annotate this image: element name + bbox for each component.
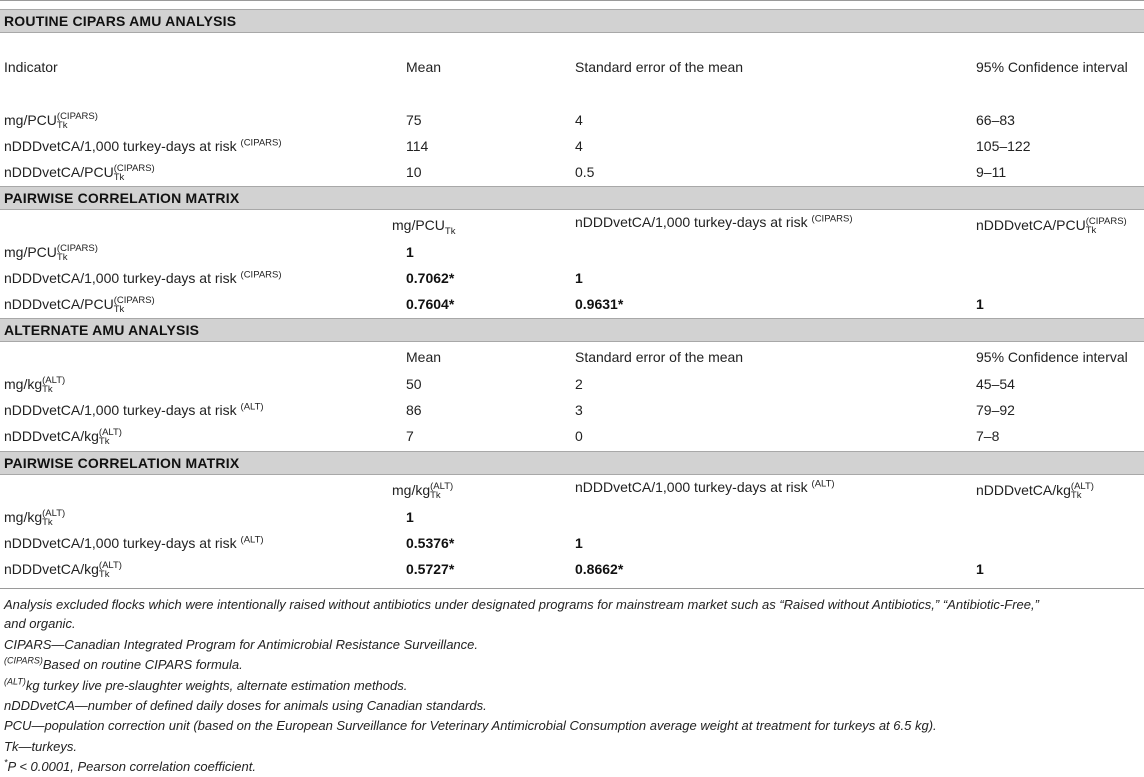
corr-value: 0.5376* (406, 535, 455, 551)
row-label-ndd-turkey: nDDDvetCA/1,000 turkey-days at risk $^{(CIPARS)}$ (4, 137, 282, 154)
corr-value: 0.8662* (575, 561, 624, 577)
corr-value: 1 (406, 244, 414, 260)
row-label-mg-kg: mg/kg (ALT) Tk (4, 508, 66, 528)
cell-mean: 114 (406, 138, 429, 154)
header-sem: Standard error of the mean (575, 59, 744, 75)
header-mean: Mean (406, 349, 442, 365)
col-header-mg-pcu: $mg/PCU_{Tk}$ (392, 217, 456, 237)
section-title: ALTERNATE AMU ANALYSIS (4, 322, 200, 338)
section-header-correlation-1 (0, 186, 1144, 210)
footnote-tk: Tk—turkeys. (4, 739, 77, 754)
cell-mean: 86 (406, 402, 422, 418)
row-label-ndd-turkey: nDDDvetCA/1,000 turkey-days at risk $^{(CIPARS)}$ (4, 269, 282, 286)
section-title: PAIRWISE CORRELATION MATRIX (4, 455, 240, 471)
section-header-correlation-2 (0, 451, 1144, 475)
footnote-pcu: PCU—population correction unit (based on the European Surveillance for Veterinary Antimicrobial Consumption average weight at treatment for turkeys at 6.5 kg). (4, 718, 937, 733)
section-header-routine (0, 9, 1144, 33)
footnote-ndddvetca: nDDDvetCA—number of defined daily doses for animals using Canadian standards. (4, 698, 487, 713)
cell-ci: 45–54 (976, 376, 1015, 392)
cell-sem: 0 (575, 428, 583, 444)
col-header-ndd-pcu: nDDDvetCA/PCU (CIPARS) Tk (976, 216, 1127, 236)
row-label-ndd-kg: nDDDvetCA/kg (ALT) Tk (4, 427, 122, 447)
corr-value: 0.7062* (406, 270, 455, 286)
header-sem: Standard error of the mean (575, 349, 744, 365)
footnote-alt: $^{(ALT)}$kg turkey live pre-slaughter weights, alternate estimation methods. (4, 676, 408, 693)
cell-sem: 4 (575, 138, 583, 154)
section-header-alternate (0, 318, 1144, 342)
bottom-rule (0, 588, 1144, 589)
row-label-mg-kg: mg/kg (ALT) Tk (4, 375, 66, 395)
corr-value: 0.9631* (575, 296, 624, 312)
row-label-ndd-kg: nDDDvetCA/kg (ALT) Tk (4, 560, 122, 580)
col-header-ndd-kg: nDDDvetCA/kg (ALT) Tk (976, 481, 1094, 501)
corr-value: 1 (575, 535, 583, 551)
corr-value: 1 (575, 270, 583, 286)
top-rule (0, 0, 1144, 1)
corr-value: 1 (976, 561, 984, 577)
header-mean: Mean (406, 59, 442, 75)
row-label-mg-pcu: mg/PCU (CIPARS) Tk (4, 111, 98, 131)
cell-ci: 7–8 (976, 428, 1000, 444)
section-title: PAIRWISE CORRELATION MATRIX (4, 190, 240, 206)
row-label-ndd-turkey: nDDDvetCA/1,000 turkey-days at risk $^{(ALT)}$ (4, 534, 264, 551)
cell-sem: 0.5 (575, 164, 595, 180)
corr-value: 0.5727* (406, 561, 455, 577)
section-title: ROUTINE CIPARS AMU ANALYSIS (4, 13, 237, 29)
cell-ci: 66–83 (976, 112, 1015, 128)
row-label-ndd-turkey: nDDDvetCA/1,000 turkey-days at risk $^{(ALT)}$ (4, 401, 264, 418)
corr-value: 0.7604* (406, 296, 455, 312)
corr-value: 1 (976, 296, 984, 312)
cell-ci: 79–92 (976, 402, 1015, 418)
header-ci: 95% Confidence interval (976, 349, 1128, 365)
footnote-cipars-formula: $^{(CIPARS)}$Based on routine CIPARS formula. (4, 655, 243, 672)
corr-value: 1 (406, 509, 414, 525)
row-label-ndd-pcu: nDDDvetCA/PCU (CIPARS) Tk (4, 295, 155, 315)
cell-sem: 4 (575, 112, 583, 128)
footnote-exclusion-cont: and organic. (4, 616, 76, 631)
header-ci: 95% Confidence interval (976, 59, 1128, 75)
col-header-ndd-turkey: nDDDvetCA/1,000 turkey-days at risk $^{(CIPARS)}$ (575, 213, 853, 230)
cell-ci: 105–122 (976, 138, 1031, 154)
cell-mean: 75 (406, 112, 422, 128)
cell-sem: 3 (575, 402, 583, 418)
footnote-exclusion: Analysis excluded flocks which were intentionally raised without antibiotics under designated programs for mainstream market such as “Raised without Antibiotics,” “Antibiotic-Free,” (4, 597, 1039, 612)
cell-ci: 9–11 (976, 164, 1007, 180)
cell-mean: 7 (406, 428, 414, 444)
header-indicator: Indicator (4, 59, 58, 75)
cell-mean: 50 (406, 376, 422, 392)
footnote-cipars: CIPARS—Canadian Integrated Program for Antimicrobial Resistance Surveillance. (4, 637, 478, 652)
col-header-ndd-turkey: nDDDvetCA/1,000 turkey-days at risk $^{(ALT)}$ (575, 478, 835, 495)
cell-mean: 10 (406, 164, 422, 180)
row-label-ndd-pcu: nDDDvetCA/PCU (CIPARS) Tk (4, 163, 155, 183)
cell-sem: 2 (575, 376, 583, 392)
footnote-pvalue: *P < 0.0001, Pearson correlation coefficient. (4, 757, 256, 774)
row-label-mg-pcu: mg/PCU (CIPARS) Tk (4, 243, 98, 263)
col-header-mg-kg: mg/kg (ALT) Tk (392, 481, 454, 501)
